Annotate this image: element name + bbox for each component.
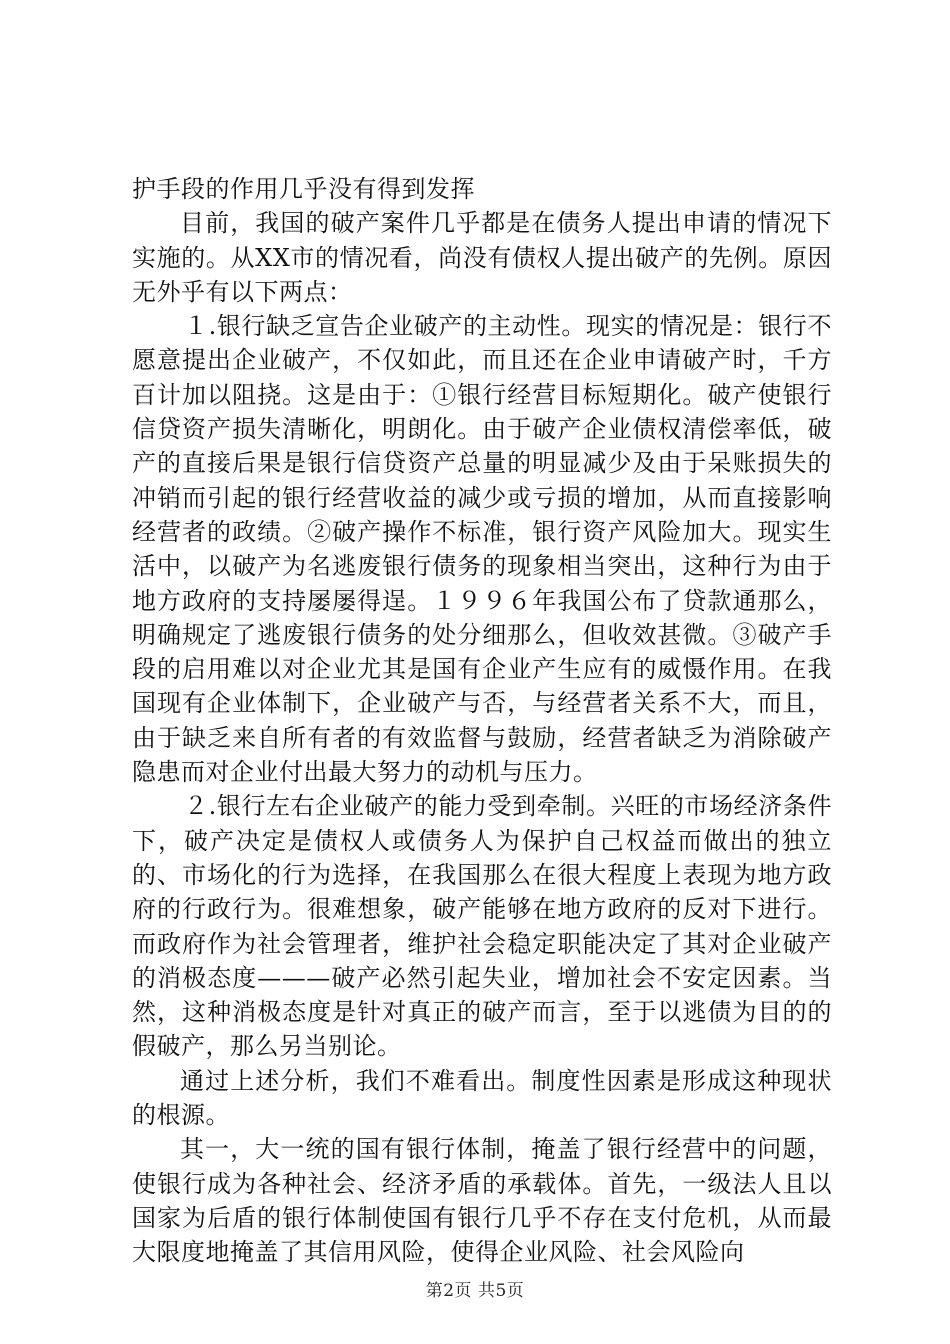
paragraph-point-2: ２.银行左右企业破产的能力受到牵制。兴旺的市场经济条件下，破产决定是债权人或债务人为保护自己权益而做出的独立的、市场化的行为选择，在我国那么在很大程度上表现为地方政府的行政行为。很难想象，破产能够在地方政府的反对下进行。而政府作为社会管理者，维护社会稳定职能决定了其对企业破产的消极态度———破产必然引起失业，增加社会不安定因素。当然，这种消极态度是针对真正的破产而言，至于以逃债为目的的假破产，那么另当别论。 [132,792,832,1061]
paragraph-continuation: 护手段的作用几乎没有得到发挥 [132,175,475,203]
page-footer: 第2页 共5页 [425,1281,525,1301]
paragraph-point-1: １.银行缺乏宣告企业破产的主动性。现实的情况是：银行不愿意提出企业破产，不仅如此，而且还在企业申请破产时，千方百计加以阻挠。这是由于：①银行经营目标短期化。破产使银行信贷资产损失清晰化，明朗化。由于破产企业债权清偿率低，破产的直接后果是银行信贷资产总量的明显减少及由于呆账损失的冲销而引起的银行经营收益的减少或亏损的增加，从而直接影响经营者的政绩。②破产操作不标准，银行资产风险加大。现实生活中，以破产为名逃废银行债务的现象相当突出，这种行为由于地方政府的支持屡屡得逞。１９９６年我国公布了贷款通那么，明确规定了逃废银行债务的处分细那么，但收效甚微。③破产手段的启用难以对企业尤其是国有企业产生应有的威慑作用。在我国现有企业体制下，企业破产与否，与经营者关系不大，而且，由于缺乏来自所有者的有效监督与鼓励，经营者缺乏为消除破产隐患而对企业付出最大努力的动机与压力。 [132,312,832,787]
paragraph-first-reason: 其一，大一统的国有银行体制，掩盖了银行经营中的问题，使银行成为各种社会、经济矛盾的承载体。首先，一级法人且以国家为后盾的银行体制使国有银行几乎不存在支付危机，从而最大限度地掩盖了其信用风险，使得企业风险、社会风险向 [132,1135,832,1267]
paragraph-analysis: 通过上述分析，我们不难看出。制度性因素是形成这种现状的根源。 [132,1066,832,1130]
paragraph-intro: 目前，我国的破产案件几乎都是在债务人提出申请的情况下实施的。从XX市的情况看，尚没有债权人提出破产的先例。原因无外乎有以下两点： [132,209,832,306]
document-body [132,172,832,1270]
